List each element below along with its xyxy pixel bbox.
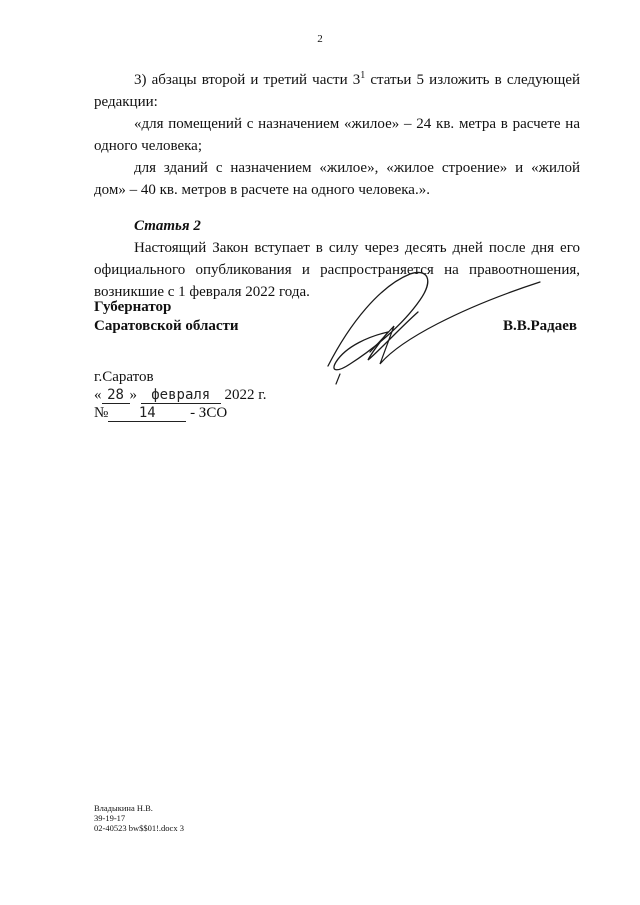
footer-phone: 39-19-17	[94, 813, 126, 823]
place-and-date	[94, 368, 266, 422]
law-number: 14	[108, 406, 186, 422]
title-line-1: Губернатор	[94, 299, 172, 315]
title-line-2: Саратовской области	[94, 318, 239, 334]
page-number: 2	[317, 33, 323, 45]
date-year: 2022 г.	[224, 387, 267, 403]
footer-info	[94, 803, 184, 833]
superscript: 1	[360, 70, 366, 81]
footer-author: Владыкина Н.В.	[94, 803, 153, 813]
paragraph-item-3	[94, 69, 580, 113]
date-month: февраля	[141, 388, 221, 404]
date-day: 28	[102, 388, 130, 404]
signatory-title	[94, 298, 239, 336]
date-open-quote: «	[94, 387, 102, 403]
article-2-heading: Статья 2	[134, 218, 201, 234]
city: г.Саратов	[94, 369, 154, 385]
signatory-name: В.В.Радаев	[503, 318, 578, 334]
quote-paragraph-2: для зданий с назначением «жилое», «жилое строение» и «жилой дом» – 40 кв. метров в расчете на одного человека.».	[94, 160, 580, 198]
date-line	[94, 386, 266, 404]
footer-file: 02-40523 bw$$01!.docx 3	[94, 823, 184, 833]
number-prefix: №	[94, 405, 109, 421]
item-3-text-after: статьи 5 изложить в следующей редакции:	[94, 72, 581, 110]
quote-paragraph-1: «для помещений с назначением «жилое» – 24 кв. метра в расчете на одного человека;	[94, 116, 580, 154]
number-suffix: - ЗСО	[190, 405, 228, 421]
article-2-text: Настоящий Закон вступает в силу через десять дней после дня его официального опубликования и распространяется на правоотношения, возникшие с 1 февраля 2022 года.	[94, 240, 580, 300]
number-line	[94, 404, 266, 422]
item-3-text: 3) абзацы второй и третий части 3	[134, 72, 361, 88]
date-close-quote: »	[129, 387, 137, 403]
